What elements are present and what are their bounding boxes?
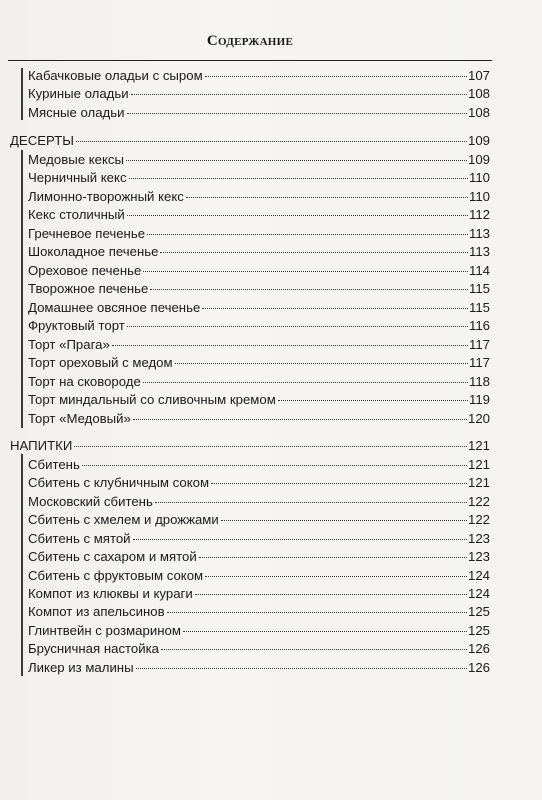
toc-entry bbox=[28, 242, 490, 261]
dot-leader bbox=[278, 400, 468, 401]
dot-leader bbox=[186, 197, 468, 198]
toc-page-number: 121 bbox=[467, 438, 490, 453]
toc-entry-title: Домашнее овсяное печенье bbox=[28, 300, 201, 315]
section-bracket bbox=[21, 68, 23, 120]
toc-page-number: 122 bbox=[467, 512, 490, 527]
dot-leader bbox=[127, 113, 467, 114]
dot-leader bbox=[195, 594, 467, 595]
dot-leader bbox=[127, 326, 468, 327]
toc-page-number: 121 bbox=[467, 475, 490, 490]
toc-entry bbox=[28, 658, 490, 677]
toc-page-number: 120 bbox=[467, 411, 490, 426]
toc-entry-title: НАПИТКИ bbox=[10, 438, 73, 453]
toc-section-heading bbox=[10, 436, 490, 455]
dot-leader bbox=[143, 271, 468, 272]
toc-entry-title: Творожное печенье bbox=[28, 281, 149, 296]
section-bracket bbox=[21, 150, 23, 428]
toc-entry bbox=[28, 103, 490, 122]
dot-leader bbox=[211, 483, 467, 484]
toc-page-number: 110 bbox=[468, 189, 490, 204]
toc-page-number: 125 bbox=[467, 604, 490, 619]
toc-page-number: 115 bbox=[468, 300, 490, 315]
header-rule bbox=[8, 60, 492, 61]
toc-entry-title: ДЕСЕРТЫ bbox=[10, 133, 74, 148]
toc-page-number: 109 bbox=[467, 152, 490, 167]
dot-leader bbox=[112, 345, 468, 346]
toc-entry-title: Торт миндальный со сливочным кремом bbox=[28, 392, 276, 407]
dot-leader bbox=[205, 76, 467, 77]
toc-entry bbox=[28, 279, 490, 298]
toc-page-number: 115 bbox=[468, 281, 490, 296]
toc-entry-title: Кабачковые оладьи с сыром bbox=[28, 68, 203, 83]
toc-entry bbox=[28, 316, 490, 335]
toc-page-number: 119 bbox=[468, 392, 490, 407]
toc-page-number: 117 bbox=[468, 355, 490, 370]
toc-page-number: 109 bbox=[467, 133, 490, 148]
toc-page-number: 108 bbox=[467, 86, 490, 101]
toc-page-number: 113 bbox=[468, 244, 490, 259]
toc-entry bbox=[28, 409, 490, 428]
toc-entry bbox=[28, 390, 490, 409]
dot-leader bbox=[136, 668, 467, 669]
toc-page-number: 122 bbox=[467, 494, 490, 509]
toc-entry bbox=[28, 529, 490, 548]
toc-entry-title: Ореховое печенье bbox=[28, 263, 142, 278]
toc-entry-title: Сбитень с сахаром и мятой bbox=[28, 549, 197, 564]
toc-section-heading bbox=[10, 131, 490, 150]
toc-entry-title: Лимонно-творожный кекс bbox=[28, 189, 184, 204]
dot-leader bbox=[74, 446, 467, 447]
toc-entry bbox=[28, 547, 490, 566]
dot-leader bbox=[131, 94, 467, 95]
toc-entry bbox=[28, 372, 490, 391]
toc-page-number: 123 bbox=[467, 549, 490, 564]
dot-leader bbox=[202, 308, 468, 309]
toc-page-number: 107 bbox=[467, 68, 490, 83]
toc-entry bbox=[28, 455, 490, 474]
toc-entry bbox=[28, 298, 490, 317]
dot-leader bbox=[160, 252, 468, 253]
dot-leader bbox=[126, 160, 467, 161]
toc-entry-title: Гречневое печенье bbox=[28, 226, 146, 241]
toc-page-number: 124 bbox=[467, 586, 490, 601]
toc-entry-title: Сбитень с хмелем и дрожжами bbox=[28, 512, 219, 527]
toc-entry-title: Сбитень с мятой bbox=[28, 531, 131, 546]
dot-leader bbox=[155, 502, 467, 503]
dot-leader bbox=[150, 289, 468, 290]
toc-entry-title: Глинтвейн с розмарином bbox=[28, 623, 181, 638]
toc-entry-title: Куриные оладьи bbox=[28, 86, 129, 101]
toc-page-number: 117 bbox=[468, 337, 490, 352]
toc-entry-title: Ликер из малины bbox=[28, 660, 134, 675]
toc-page-number: 108 bbox=[467, 105, 490, 120]
toc-page-number: 113 bbox=[468, 226, 490, 241]
toc-entry-title: Сбитень bbox=[28, 457, 80, 472]
toc-page-number: 116 bbox=[468, 318, 490, 333]
toc-page-number: 121 bbox=[467, 457, 490, 472]
toc-entry-title: Медовые кексы bbox=[28, 152, 124, 167]
toc-entry bbox=[28, 66, 490, 85]
toc-entry bbox=[28, 566, 490, 585]
dot-leader bbox=[129, 178, 468, 179]
toc-entry bbox=[28, 492, 490, 511]
dot-leader bbox=[183, 631, 467, 632]
toc-entry bbox=[28, 84, 490, 103]
toc-page-number: 124 bbox=[467, 568, 490, 583]
dot-leader bbox=[127, 215, 468, 216]
dot-leader bbox=[143, 382, 468, 383]
toc-entry bbox=[28, 473, 490, 492]
toc-entry-title: Торт на сковороде bbox=[28, 374, 141, 389]
toc-entry-title: Торт ореховый с медом bbox=[28, 355, 173, 370]
toc-entry bbox=[28, 224, 490, 243]
toc-entry bbox=[28, 205, 490, 224]
dot-leader bbox=[161, 649, 467, 650]
toc-entry-title: Торт «Прага» bbox=[28, 337, 110, 352]
toc-entry bbox=[28, 187, 490, 206]
toc-entry-title: Московский сбитень bbox=[28, 494, 153, 509]
dot-leader bbox=[133, 539, 467, 540]
toc-entry-title: Компот из клюквы и кураги bbox=[28, 586, 193, 601]
dot-leader bbox=[221, 520, 467, 521]
toc-entry-title: Кекс столичный bbox=[28, 207, 125, 222]
section-bracket bbox=[21, 454, 23, 676]
toc-entry bbox=[28, 353, 490, 372]
dot-leader bbox=[133, 419, 467, 420]
toc-entry-title: Мясные оладьи bbox=[28, 105, 125, 120]
dot-leader bbox=[199, 557, 467, 558]
toc-entry bbox=[28, 584, 490, 603]
toc-entry bbox=[28, 621, 490, 640]
toc-page-number: 126 bbox=[467, 641, 490, 656]
toc-entry bbox=[28, 261, 490, 280]
toc-entry-title: Сбитень с фруктовым соком bbox=[28, 568, 204, 583]
dot-leader bbox=[76, 141, 467, 142]
toc-entry-title: Компот из апельсинов bbox=[28, 604, 165, 619]
toc-entry-title: Брусничная настойка bbox=[28, 641, 160, 656]
toc-entry bbox=[28, 168, 490, 187]
toc-page-number: 118 bbox=[468, 374, 490, 389]
toc-entry bbox=[28, 510, 490, 529]
toc-page-number: 123 bbox=[467, 531, 490, 546]
toc-entry bbox=[28, 335, 490, 354]
dot-leader bbox=[82, 465, 467, 466]
toc-page-number: 126 bbox=[467, 660, 490, 675]
page-title: Содержание bbox=[206, 33, 294, 49]
dot-leader bbox=[167, 612, 467, 613]
toc-entry-title: Фруктовый торт bbox=[28, 318, 125, 333]
dot-leader bbox=[205, 576, 467, 577]
toc-entry-title: Сбитень с клубничным соком bbox=[28, 475, 210, 490]
toc-page-number: 112 bbox=[468, 207, 490, 222]
toc-entry-title: Черничный кекс bbox=[28, 170, 127, 185]
toc-page-number: 114 bbox=[468, 263, 490, 278]
toc-entry-title: Шоколадное печенье bbox=[28, 244, 159, 259]
toc-page-number: 110 bbox=[468, 170, 490, 185]
toc-entry bbox=[28, 602, 490, 621]
toc-entry bbox=[28, 639, 490, 658]
toc-entry-title: Торт «Медовый» bbox=[28, 411, 131, 426]
toc-entry bbox=[28, 150, 490, 169]
toc-page-number: 125 bbox=[467, 623, 490, 638]
dot-leader bbox=[147, 234, 468, 235]
dot-leader bbox=[175, 363, 468, 364]
